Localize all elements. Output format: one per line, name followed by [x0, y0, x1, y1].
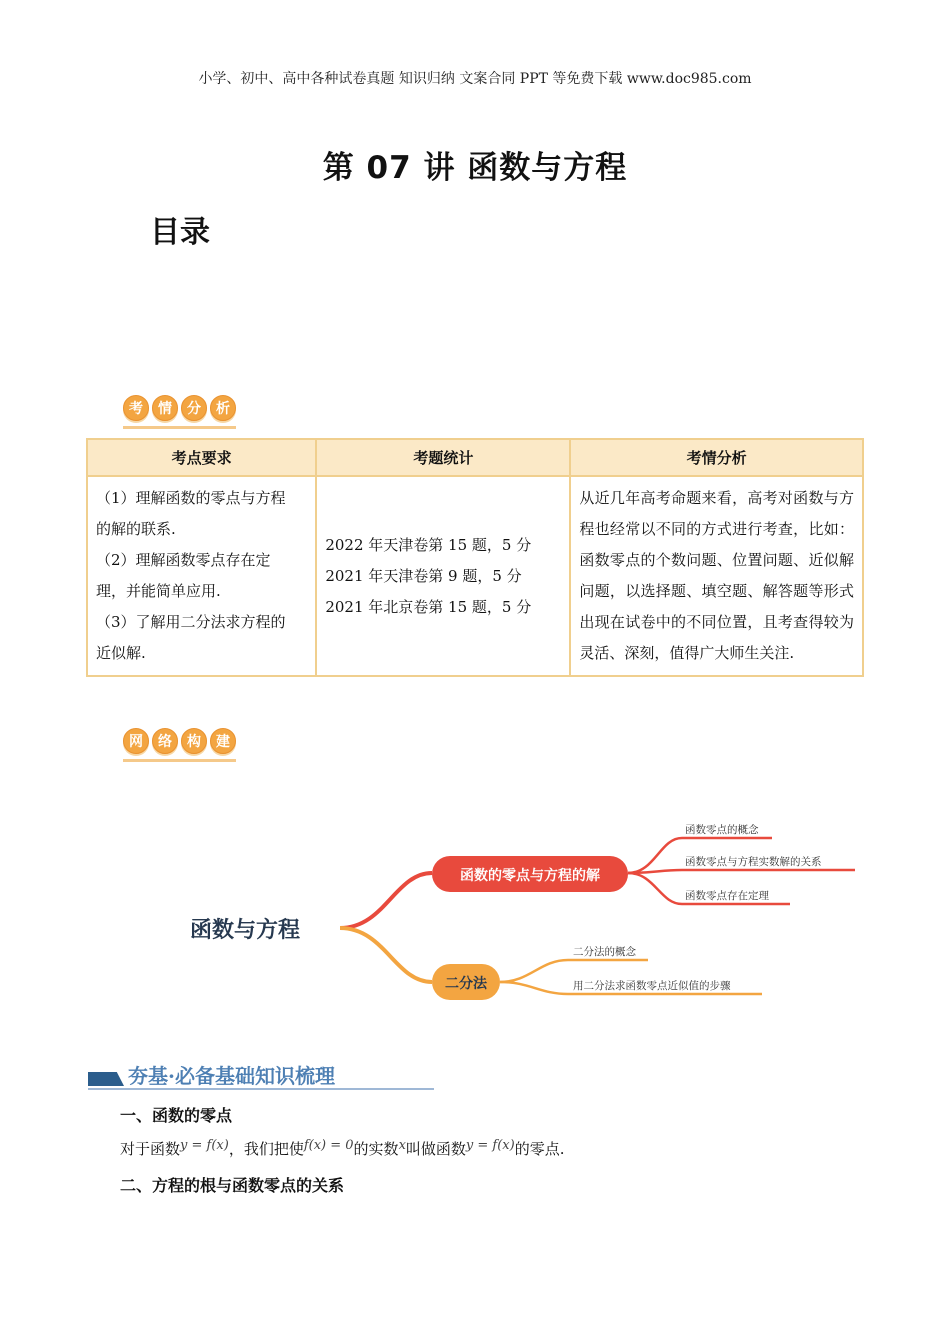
- branch2-label: 二分法: [445, 976, 487, 992]
- requirement-line: 的解的联系.: [96, 520, 176, 538]
- page-header: 小学、初中、高中各种试卷真题 知识归纳 文案合同 PPT 等免费下载 www.doc985.com: [198, 71, 752, 87]
- header-requirements: 考点要求: [87, 439, 316, 476]
- section-title: 夯基·必备基础知识梳理: [128, 1064, 335, 1088]
- leaf-label: 函数零点的概念: [685, 824, 759, 836]
- para-text: ，我们把使: [228, 1140, 304, 1158]
- stat-line: 2022 年天津卷第 15 题，5 分: [325, 535, 532, 554]
- leaf-label: 函数零点与方程实数解的关系: [685, 856, 822, 868]
- para-text: 的零点.: [514, 1140, 565, 1158]
- badge-char: 构: [181, 728, 207, 754]
- connector-branch1: [340, 873, 432, 928]
- stat-line: 2021 年北京卷第 15 题，5 分: [325, 597, 532, 616]
- header-analysis: 考情分析: [570, 439, 863, 476]
- connector-branch2: [340, 928, 432, 982]
- zero-definition-paragraph: [120, 1138, 565, 1159]
- heading-function-zero: 一、函数的零点: [120, 1106, 233, 1125]
- header-stats: 考题统计: [316, 439, 570, 476]
- toc-heading: 目录: [150, 215, 210, 250]
- badge-char: 析: [210, 395, 236, 421]
- para-text: 对于函数: [120, 1140, 181, 1158]
- leaf-label: 二分法的概念: [573, 946, 636, 958]
- math-expr: x: [398, 1138, 406, 1153]
- leaf-label: 用二分法求函数零点近似值的步骤: [573, 980, 731, 992]
- connector-leaf: [500, 960, 648, 982]
- requirements-cell: [87, 476, 316, 676]
- math-expr: f(x) = 0: [303, 1138, 354, 1153]
- badge-char: 络: [152, 728, 178, 754]
- table-row: [87, 476, 863, 676]
- section-stripe: [88, 1072, 124, 1086]
- requirement-line: （1）理解函数的零点与方程: [96, 489, 286, 507]
- heading-roots-and-zeros: 二、方程的根与函数零点的关系: [120, 1176, 345, 1195]
- badge-underline: [123, 426, 236, 429]
- badge-char: 网: [123, 728, 149, 754]
- para-text: 叫做函数: [405, 1140, 466, 1158]
- requirement-line: （2）理解函数零点存在定: [96, 551, 271, 569]
- mindmap-root: 函数与方程: [190, 918, 301, 943]
- connector-leaf: [628, 870, 855, 873]
- para-text: 的实数: [353, 1140, 399, 1158]
- stats-cell: [316, 476, 570, 676]
- requirement-line: （3）了解用二分法求方程的: [96, 613, 286, 631]
- network-badge: [123, 728, 236, 754]
- section-underline: [88, 1088, 434, 1090]
- badge-underline: [123, 759, 236, 762]
- stat-line: 2021 年天津卷第 9 题，5 分: [325, 566, 522, 585]
- leaf-label: 函数零点存在定理: [685, 890, 769, 902]
- badge-char: 分: [181, 395, 207, 421]
- requirement-line: 理，并能简单应用.: [96, 582, 221, 600]
- table-header-row: [87, 439, 863, 476]
- mind-map: [170, 800, 870, 1020]
- exam-analysis-badge: [123, 395, 236, 421]
- requirement-line: 近似解.: [96, 644, 146, 662]
- badge-char: 情: [152, 395, 178, 421]
- analysis-cell: 从近几年高考命题来看，高考对函数与方程也经常以不同的方式进行考查，比如：函数零点的个数问题、位置问题、近似解问题，以选择题、填空题、解答题等形式出现在试卷中的不同位置，且考查得较为灵活、深刻，值得广大师生关注.: [570, 476, 863, 676]
- badge-char: 建: [210, 728, 236, 754]
- math-expr: y = f(x): [180, 1138, 229, 1153]
- math-expr: y = f(x): [465, 1138, 515, 1153]
- badge-char: 考: [123, 395, 149, 421]
- lecture-title: 第 07 讲 函数与方程: [322, 150, 628, 186]
- branch1-label: 函数的零点与方程的解: [460, 868, 600, 884]
- exam-analysis-table: [86, 438, 864, 677]
- section-heading-bar: [88, 1060, 434, 1088]
